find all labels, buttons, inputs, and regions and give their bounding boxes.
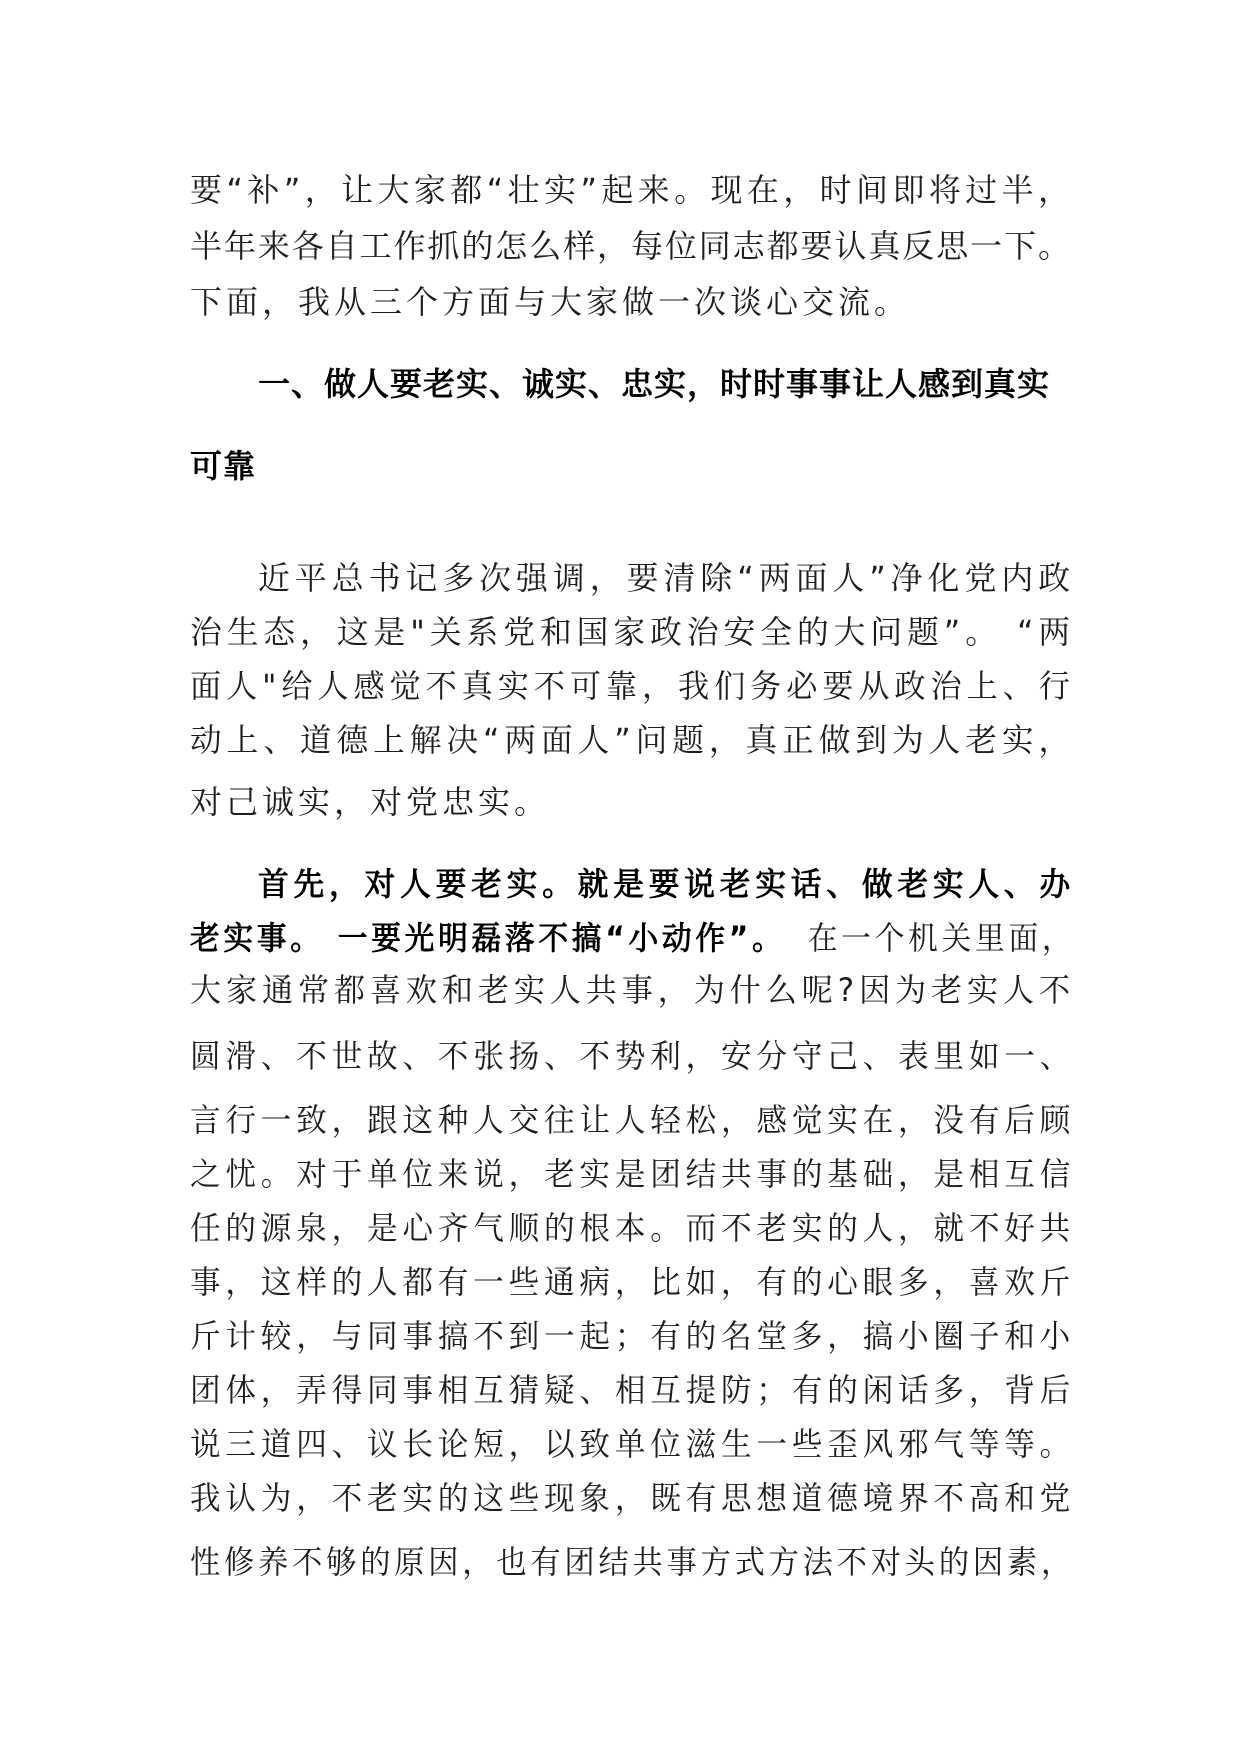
intro-line-1: 要“补”，让大家都“壮实”起来。现在，时间即将过半，	[190, 171, 1070, 209]
para2-line-8: 事，这样的人都有一些通病，比如，有的心眼多，喜欢斤	[190, 1263, 1076, 1301]
para2-line-5: 言行一致，跟这种人交往让人轻松，感觉实在，没有后顾	[190, 1101, 1076, 1139]
para2-line-7: 任的源泉，是心齐气顺的根本。而不老实的人，就不好共	[190, 1209, 1076, 1247]
para1-line-2: 治生态，这是"关系党和国家政治安全的大问题”。 “两	[190, 613, 1076, 651]
intro-line-2: 半年来各自工作抓的怎么样，每位同志都要认真反思一下。	[190, 227, 1070, 265]
para2-line-11: 说三道四、议长论短，以致单位滋生一些歪风邪气等等。	[190, 1425, 1076, 1463]
para2-line-9: 斤计较，与同事搞不到一起；有的名堂多，搞小圈子和小	[190, 1317, 1076, 1355]
para2-line-13: 性修养不够的原因，也有团结共事方式方法不对头的因素，	[190, 1543, 1076, 1581]
para2-line-2	[190, 918, 1076, 958]
para2-line-10: 团体，弄得同事相互猜疑、相互提防；有的闲话多，背后	[190, 1371, 1076, 1409]
para1-line-1: 近平总书记多次强调，要清除“两面人”净化党内政	[258, 559, 1076, 597]
para2-line-12: 我认为，不老实的这些现象，既有思想道德境界不高和党	[190, 1479, 1076, 1517]
para2-line-6: 之忧。对于单位来说，老实是团结共事的基础，是相互信	[190, 1155, 1076, 1193]
para2-bold-lead: 老实事。 一要光明磊落不搞“小动作”。	[190, 919, 786, 957]
section-heading-line-1: 一、做人要老实、诚实、忠实，时时事事让人感到真实	[258, 365, 1051, 403]
para2-bold-line-1: 首先，对人要老实。就是要说老实话、做老实人、办	[258, 865, 1075, 903]
para2-line-2-rest: 在一个机关里面，	[807, 919, 1076, 957]
para2-line-4: 圆滑、不世故、不张扬、不势利，安分守己、表里如一、	[190, 1037, 1076, 1075]
para1-line-4: 动上、道德上解决“两面人”问题，真正做到为人老实，	[190, 721, 1076, 759]
section-heading-line-2: 可靠	[190, 447, 257, 485]
intro-line-3: 下面，我从三个方面与大家做一次谈心交流。	[190, 283, 911, 321]
para1-line-5: 对己诚实，对党忠实。	[190, 783, 551, 821]
para1-line-3: 面人"给人感觉不真实不可靠，我们务必要从政治上、行	[190, 667, 1075, 705]
para2-line-3: 大家通常都喜欢和老实人共事，为什么呢?因为老实人不	[190, 971, 1075, 1009]
